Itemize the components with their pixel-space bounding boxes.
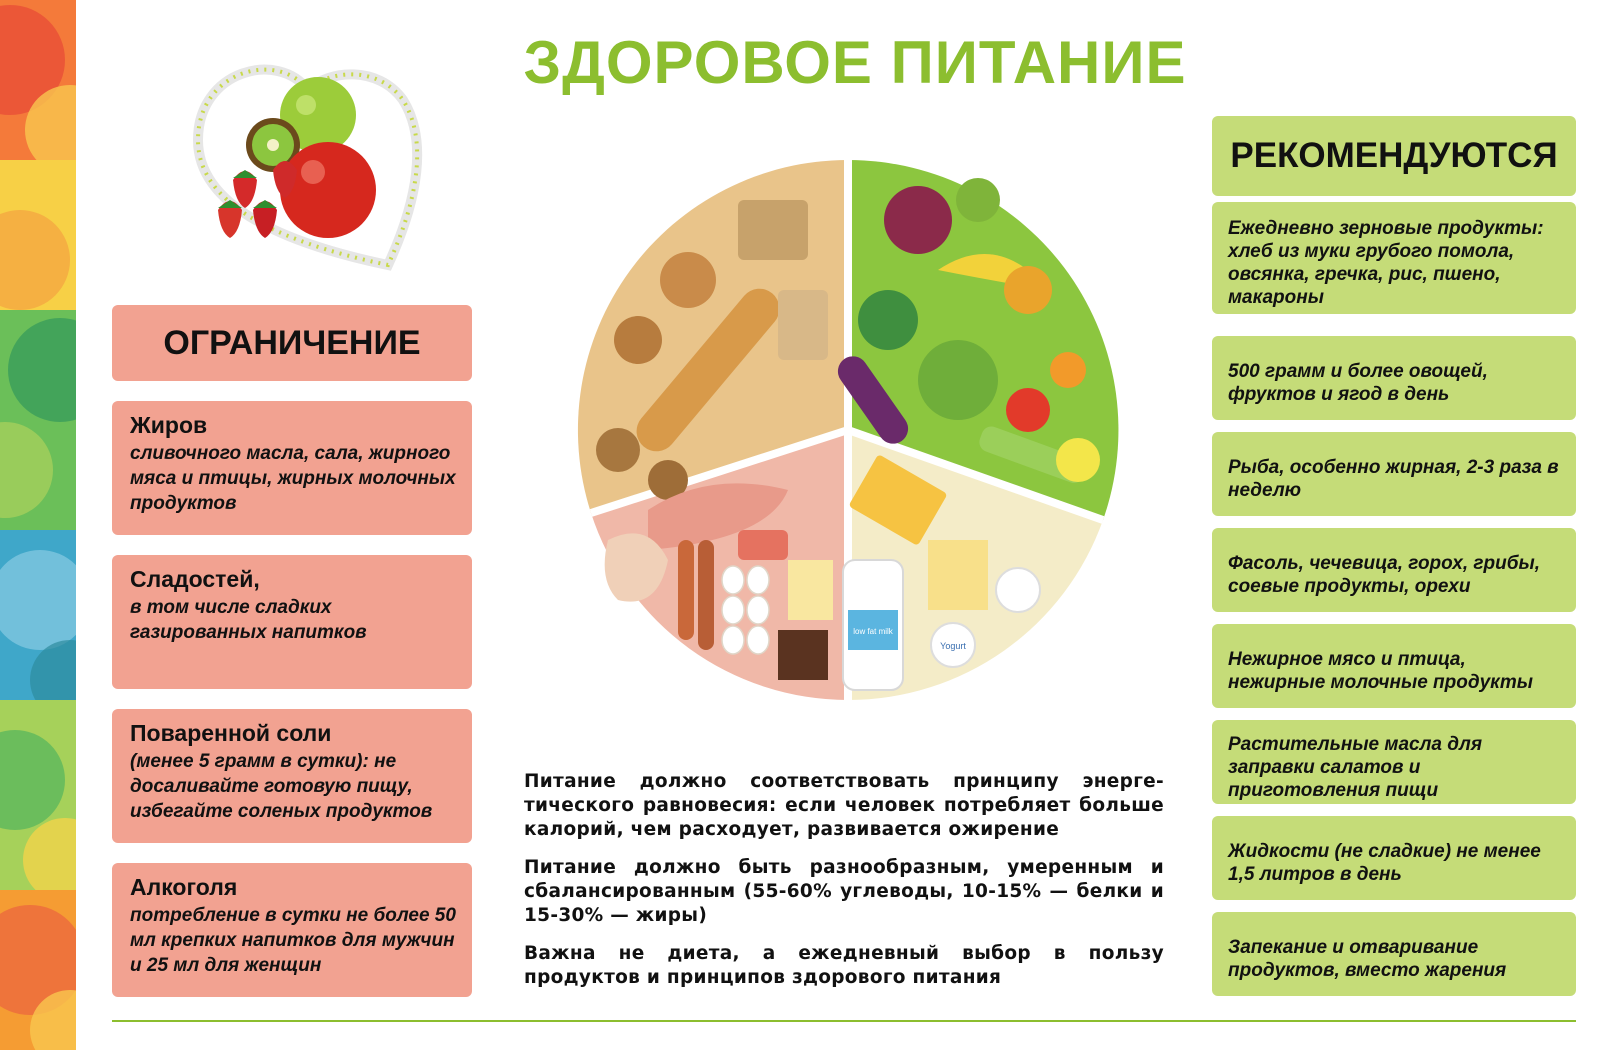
limitation-item-fats: [112, 401, 472, 535]
paragraph-daily-choice: Важна не диета, а ежедневный выбор в пользу продуктов и принципов здорового питания: [524, 943, 1164, 988]
recommended-item-lean-meat: [1212, 624, 1576, 708]
limitation-item-alcohol: [112, 863, 472, 997]
limitation-item-title: Сладостей,: [130, 566, 260, 592]
info-paragraphs: [524, 770, 1164, 1004]
recommended-item-legumes: [1212, 528, 1576, 612]
recommended-item-text: Нежирное мясо и птица, нежирные молочные продукты: [1228, 649, 1533, 693]
heart-measuring-tape-fruit-icon: [178, 60, 440, 275]
limitation-item-text: потребление в сутки не более 50 мл крепких напитков для мужчин и 25 мл для женщин: [130, 905, 456, 976]
recommended-item-vegetables: [1212, 336, 1576, 420]
recommended-item-liquids: [1212, 816, 1576, 900]
yogurt-label: Yogurt: [940, 641, 966, 651]
limitation-item-text: (менее 5 грамм в сутки): не досаливайте готовую пищу, избегайте соленых продуктов: [130, 751, 433, 822]
limitation-header: ОГРАНИЧЕНИЕ: [112, 305, 472, 381]
recommended-item-fish: [1212, 432, 1576, 516]
limitation-item-title: Жиров: [130, 412, 208, 438]
limitation-item-sweets: [112, 555, 472, 689]
paragraph-energy-balance: Питание должно соответствовать принципу энерге-тического равновесия: если человек потребляет больше калорий, чем расходует, развивается ожирение: [524, 771, 1164, 840]
limitation-item-title: Алкоголя: [130, 874, 238, 900]
recommended-item-cooking: [1212, 912, 1576, 996]
page-title: ЗДОРОВОЕ ПИТАНИЕ: [523, 29, 1187, 96]
recommended-item-text: Растительные масла для заправки салатов и приготовления пищи: [1228, 733, 1483, 801]
limitation-item-salt: [112, 709, 472, 843]
recommended-item-text: Рыба, особенно жирная, 2-3 раза в неделю: [1228, 457, 1559, 501]
recommended-item-text: Жидкости (не сладкие) не менее 1,5 литров в день: [1228, 841, 1541, 885]
paragraph-balanced-diet: Питание должно быть разнообразным, умеренным и сбалансированным (55-60% углеводы, 10-15% — белки и 15-30% — жиры): [524, 857, 1164, 926]
limitation-item-text: в том числе сладких газированных напитков: [130, 597, 367, 643]
recommended-item-text: Ежедневно зерновые продукты: хлеб из муки грубого помола, овсянка, гречка, рис, пшено, макароны: [1228, 218, 1544, 308]
limitation-item-text: сливочного масла, сала, жирного мяса и птицы, жирных молочных продуктов: [130, 443, 456, 514]
limitation-item-title: Поваренной соли: [130, 720, 332, 746]
recommended-item-vegetable-oils: [1212, 720, 1576, 804]
recommended-item-grains: [1212, 202, 1576, 314]
decorative-pattern-stripe: [0, 0, 76, 1050]
milk-label: low fat milk: [853, 627, 893, 636]
bottom-divider: [112, 1020, 1576, 1022]
recommended-item-text: Запекание и отваривание продуктов, вместо жарения: [1228, 937, 1507, 981]
recommended-header: РЕКОМЕНДУЮТСЯ: [1212, 116, 1576, 196]
recommended-item-text: Фасоль, чечевица, горох, грибы, соевые продукты, орехи: [1228, 553, 1541, 597]
recommended-item-text: 500 грамм и более овощей, фруктов и ягод в день: [1228, 361, 1488, 405]
food-group-plate-image: [558, 140, 1138, 720]
